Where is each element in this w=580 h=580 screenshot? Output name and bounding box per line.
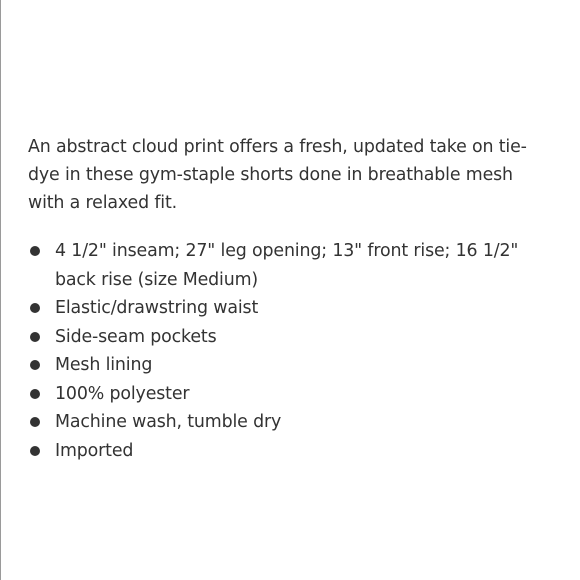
feature-item (28, 294, 548, 323)
feature-item (28, 323, 548, 352)
feature-text: 4 1/2" inseam; 27" leg opening; 13" front rise; 16 1/2" back rise (size Medium) (55, 241, 519, 290)
feature-text: 100% polyester (55, 383, 190, 404)
feature-text: Elastic/drawstring waist (55, 298, 259, 318)
product-details (28, 133, 548, 465)
feature-item (28, 408, 548, 437)
feature-list (28, 237, 548, 465)
left-border-rule (0, 0, 1, 580)
feature-item (28, 380, 548, 409)
bullet-icon (30, 246, 40, 256)
feature-text: Imported (55, 440, 134, 461)
feature-text: Machine wash, tumble dry (55, 412, 282, 432)
bullet-icon (30, 303, 40, 313)
feature-text: Side-seam pockets (55, 326, 217, 347)
feature-item (28, 437, 548, 466)
feature-item (28, 351, 548, 380)
feature-item (28, 237, 548, 294)
product-description: An abstract cloud print offers a fresh, updated take on tie-dye in these gym-staple shorts done in breathable mesh with a relaxed fit. (28, 137, 527, 213)
bullet-icon (30, 332, 40, 342)
bullet-icon (30, 446, 40, 456)
bullet-icon (30, 360, 40, 370)
bullet-icon (30, 389, 40, 399)
bullet-icon (30, 417, 40, 427)
feature-text: Mesh lining (55, 355, 153, 375)
